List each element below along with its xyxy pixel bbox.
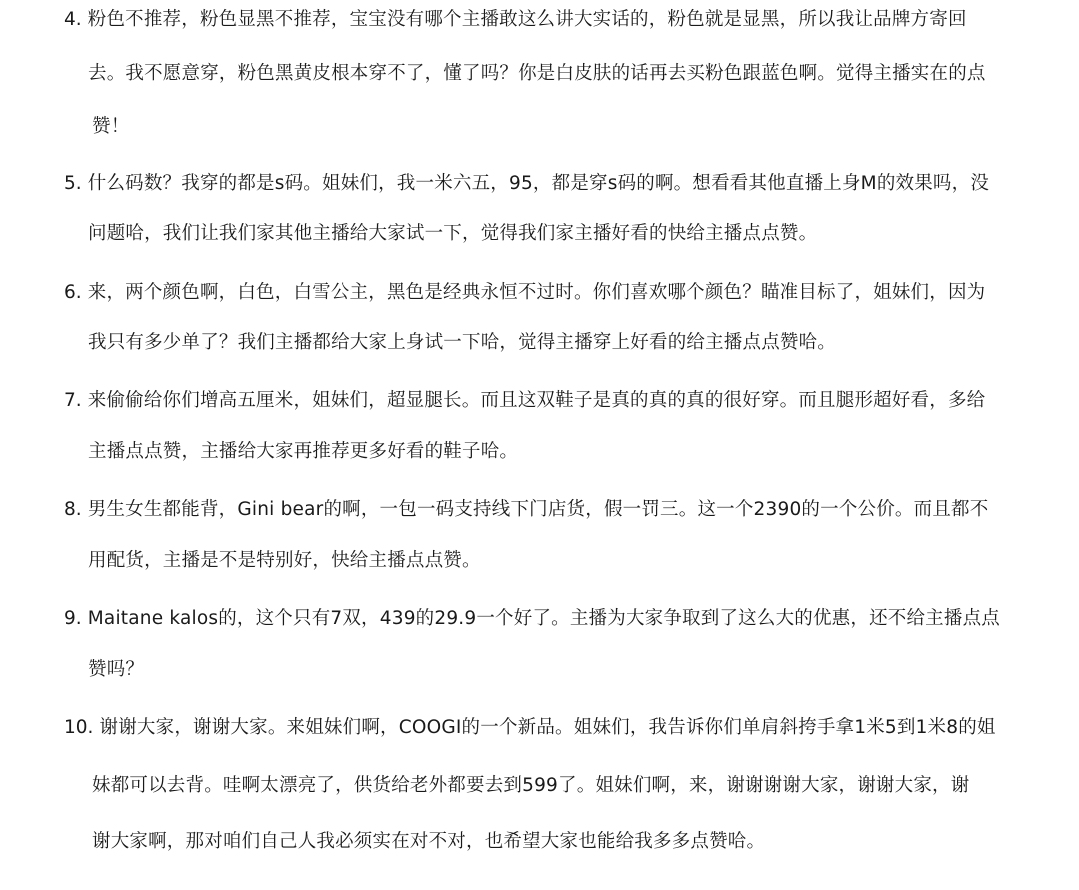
- item-number-9: 9.: [64, 608, 82, 629]
- list-item-number: [64, 281, 985, 305]
- item-10-line-3: 谢大家啊，那对咱们自己人我必须实在对不对，也希望大家也能给我多多点赞哈。: [92, 831, 766, 852]
- item-6-line-2: 我只有多少单了？我们主播都给大家上身试一下哈，觉得主播穿上好看的给主播点点赞哈。: [88, 332, 837, 353]
- item-number-4: 4.: [64, 9, 82, 30]
- item-6-line-1: 来，两个颜色啊，白色，白雪公主，黑色是经典永恒不过时。你们喜欢哪个颜色？瞄准目标了，姐妹们，因为: [87, 282, 986, 303]
- item-5-line-2: 问题哈，我们让我们家其他主播给大家试一下，觉得我们家主播好看的快给主播点点赞。: [88, 223, 818, 244]
- item-number-5: 5.: [64, 173, 82, 194]
- item-number-7: 7.: [64, 390, 82, 411]
- list-item-number: [64, 172, 989, 196]
- list-item-number: [64, 498, 988, 522]
- item-number-6: 6.: [64, 282, 82, 303]
- item-7-line-1: 来偷偷给你们增高五厘米，姐妹们，超显腿长。而且这双鞋子是真的真的真的很好穿。而且腿形超好看，多给: [87, 390, 986, 411]
- list-item-number: [64, 8, 967, 32]
- item-number-10: 10.: [64, 717, 94, 738]
- item-7-line-2: 主播点点赞，主播给大家再推荐更多好看的鞋子哈。: [88, 441, 519, 462]
- list-item-number: [64, 389, 985, 413]
- item-8-line-2: 用配货，主播是不是特别好，快给主播点点赞。: [88, 550, 481, 571]
- item-4-line-3: 赞！: [92, 116, 130, 137]
- item-5-line-1: 什么码数？我穿的都是s码。姐妹们，我一米六五，95，都是穿s码的啊。想看看其他直播上身M的效果吗，没: [87, 173, 990, 194]
- item-8-line-1: 男生女生都能背，Gini bear的啊，一包一码支持线下门店货，假一罚三。这一个2390的一个公价。而且都不: [87, 499, 989, 520]
- item-4-line-1: 粉色不推荐，粉色显黑不推荐，宝宝没有哪个主播敢这么讲大实话的，粉色就是显黑，所以我让品牌方寄回: [87, 9, 967, 30]
- item-10-line-1: 谢谢大家，谢谢大家。来姐妹们啊，COOGI的一个新品。姐妹们，我告诉你们单肩斜挎手拿1米5到1米8的姐: [99, 717, 996, 738]
- item-10-line-2: 妹都可以去背。哇啊太漂亮了，供货给老外都要去到599了。姐妹们啊，来，谢谢谢谢大家，谢谢大家，谢: [92, 775, 970, 796]
- item-9-line-2: 赞吗？: [88, 659, 145, 680]
- item-number-8: 8.: [64, 499, 82, 520]
- item-4-line-2: 去。我不愿意穿，粉色黑黄皮根本穿不了，懂了吗？你是白皮肤的话再去买粉色跟蓝色啊。觉得主播实在的点: [88, 63, 986, 84]
- item-9-line-1: Maitane kalos的，这个只有7双，439的29.9一个好了。主播为大家争取到了这么大的优惠，还不给主播点点: [87, 608, 1000, 629]
- list-item-number: [64, 607, 1000, 631]
- list-item-number: [64, 716, 996, 740]
